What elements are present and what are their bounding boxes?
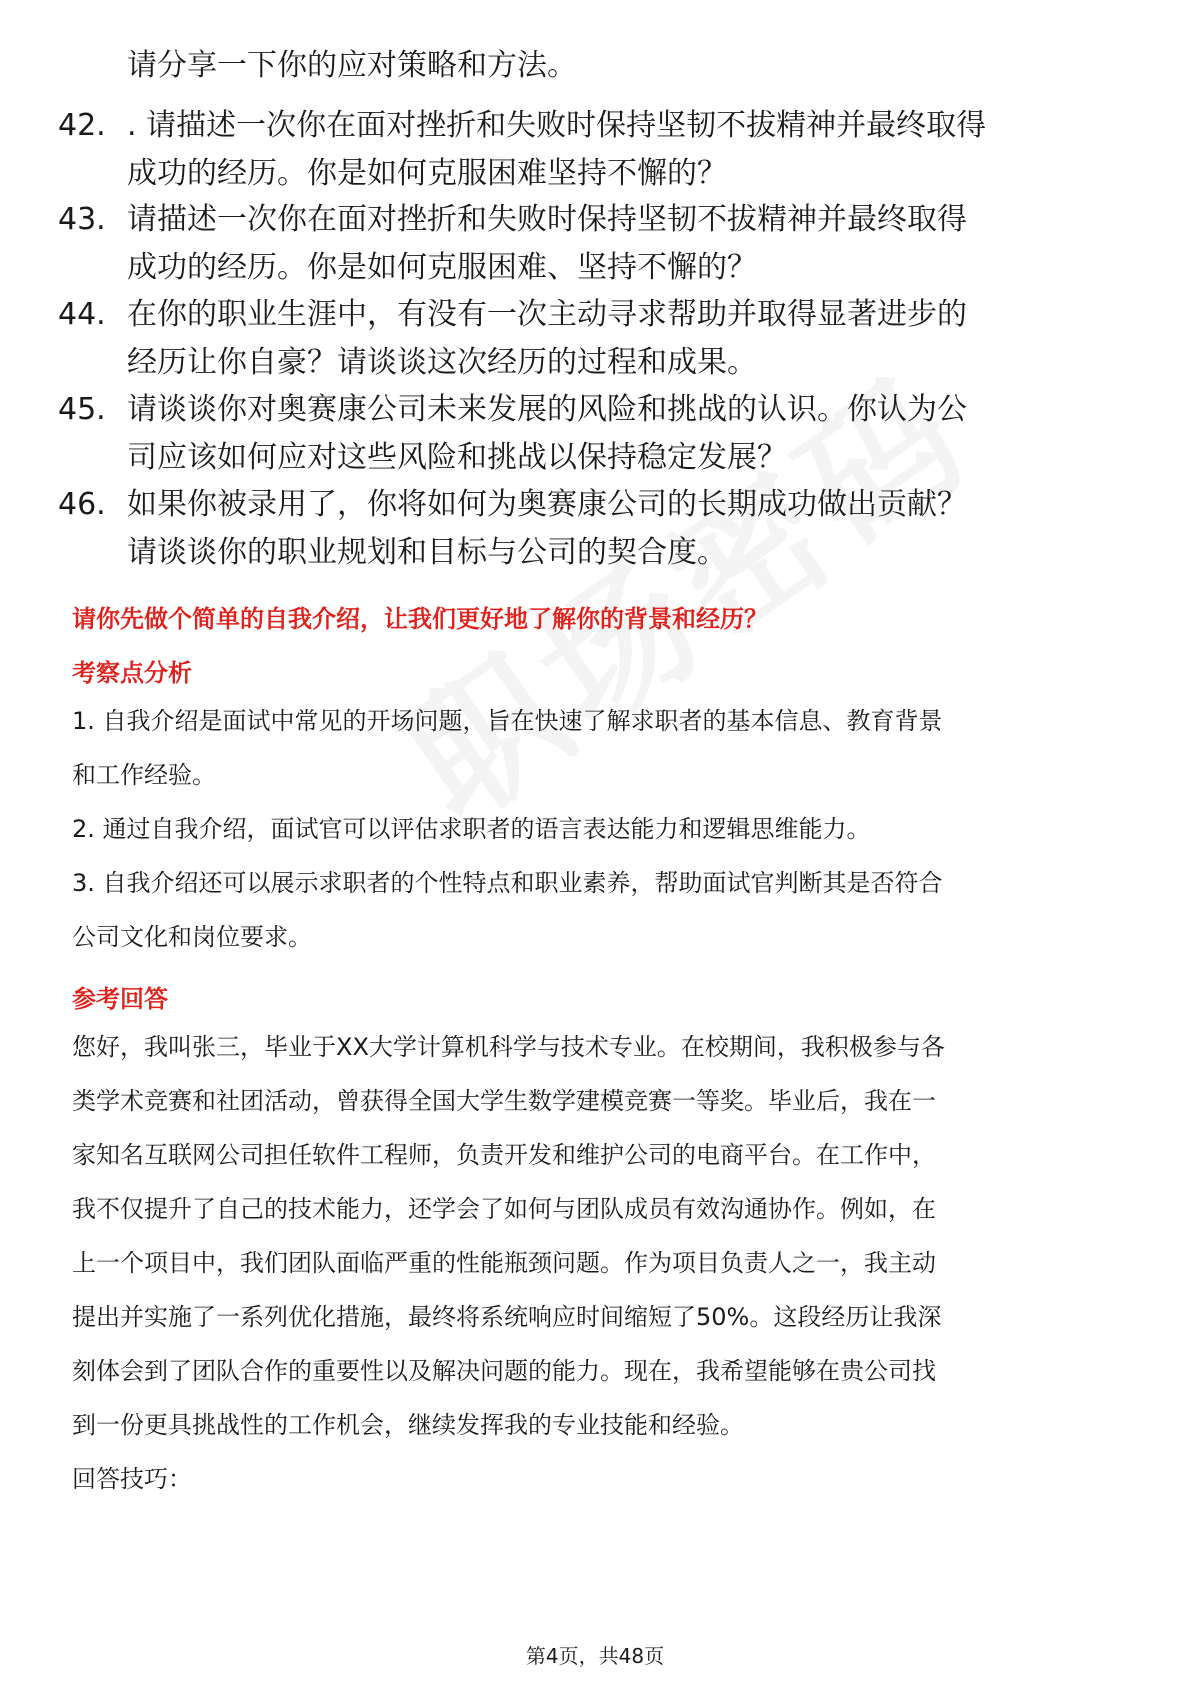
analysis-heading: 考察点分析	[72, 659, 192, 687]
answer-line: 家知名互联网公司担任软件工程师，负责开发和维护公司的电商平台。在工作中，	[72, 1141, 936, 1169]
answer-line: 提出并实施了一系列优化措施，最终将系统响应时间缩短了50%。这段经历让我深	[72, 1303, 942, 1331]
analysis-point-3-cont: 公司文化和岗位要求。	[72, 923, 312, 951]
question-line: 成功的经历。你是如何克服困难坚持不懈的？	[127, 156, 727, 191]
tips-label: 回答技巧：	[72, 1465, 192, 1493]
answer-heading: 参考回答	[72, 985, 168, 1013]
question-text	[127, 291, 1137, 387]
answer-line: 刻体会到了团队合作的重要性以及解决问题的能力。现在，我希望能够在贵公司找	[72, 1357, 936, 1385]
question-line: . 请描述一次你在面对挫折和失败时保持坚韧不拔精神并最终取得	[127, 108, 987, 143]
answer-line: 上一个项目中，我们团队面临严重的性能瓶颈问题。作为项目负责人之一，我主动	[72, 1249, 936, 1277]
question-number: 42.	[58, 108, 106, 143]
question-line: 请谈谈你的职业规划和目标与公司的契合度。	[127, 535, 727, 570]
analysis-points	[72, 694, 1132, 964]
analysis-point-2: 2. 通过自我介绍，面试官可以评估求职者的语言表达能力和逻辑思维能力。	[72, 815, 871, 843]
question-number: 43.	[58, 202, 106, 237]
question-text	[127, 196, 1137, 292]
analysis-point-3: 3. 自我介绍还可以展示求职者的个性特点和职业素养，帮助面试官判断其是否符合	[72, 869, 943, 897]
question-text	[127, 386, 1137, 482]
answer-line: 到一份更具挑战性的工作机会，继续发挥我的专业技能和经验。	[72, 1411, 744, 1439]
question-41-continuation: 请分享一下你的应对策略和方法。	[127, 48, 577, 83]
question-number: 46.	[58, 487, 106, 522]
question-number: 45.	[58, 392, 106, 427]
question-text	[127, 102, 1137, 198]
page-footer: 第4页，共48页	[525, 1644, 665, 1668]
question-line: 经历让你自豪？请谈谈这次经历的过程和成果。	[127, 345, 757, 380]
question-line: 请谈谈你对奥赛康公司未来发展的风险和挑战的认识。你认为公	[127, 392, 967, 427]
question-line: 司应该如何应对这些风险和挑战以保持稳定发展？	[127, 440, 787, 475]
question-text	[127, 481, 1137, 577]
answer-line: 您好，我叫张三，毕业于XX大学计算机科学与技术专业。在校期间，我积极参与各	[72, 1033, 945, 1061]
reference-answer	[72, 1020, 1132, 1506]
question-line: 在你的职业生涯中，有没有一次主动寻求帮助并取得显著进步的	[127, 297, 967, 332]
analysis-point-1-cont: 和工作经验。	[72, 761, 216, 789]
answer-line: 我不仅提升了自己的技术能力，还学会了如何与团队成员有效沟通协作。例如，在	[72, 1195, 936, 1223]
question-line: 成功的经历。你是如何克服困难、坚持不懈的？	[127, 250, 757, 285]
analysis-point-1: 1. 自我介绍是面试中常见的开场问题，旨在快速了解求职者的基本信息、教育背景	[72, 707, 943, 735]
answer-line: 类学术竞赛和社团活动，曾获得全国大学生数学建模竞赛一等奖。毕业后，我在一	[72, 1087, 936, 1115]
section-question-heading: 请你先做个简单的自我介绍，让我们更好地了解你的背景和经历？	[72, 605, 768, 633]
question-line: 请描述一次你在面对挫折和失败时保持坚韧不拔精神并最终取得	[127, 202, 967, 237]
question-line: 如果你被录用了，你将如何为奥赛康公司的长期成功做出贡献？	[127, 487, 967, 522]
question-number: 44.	[58, 297, 106, 332]
